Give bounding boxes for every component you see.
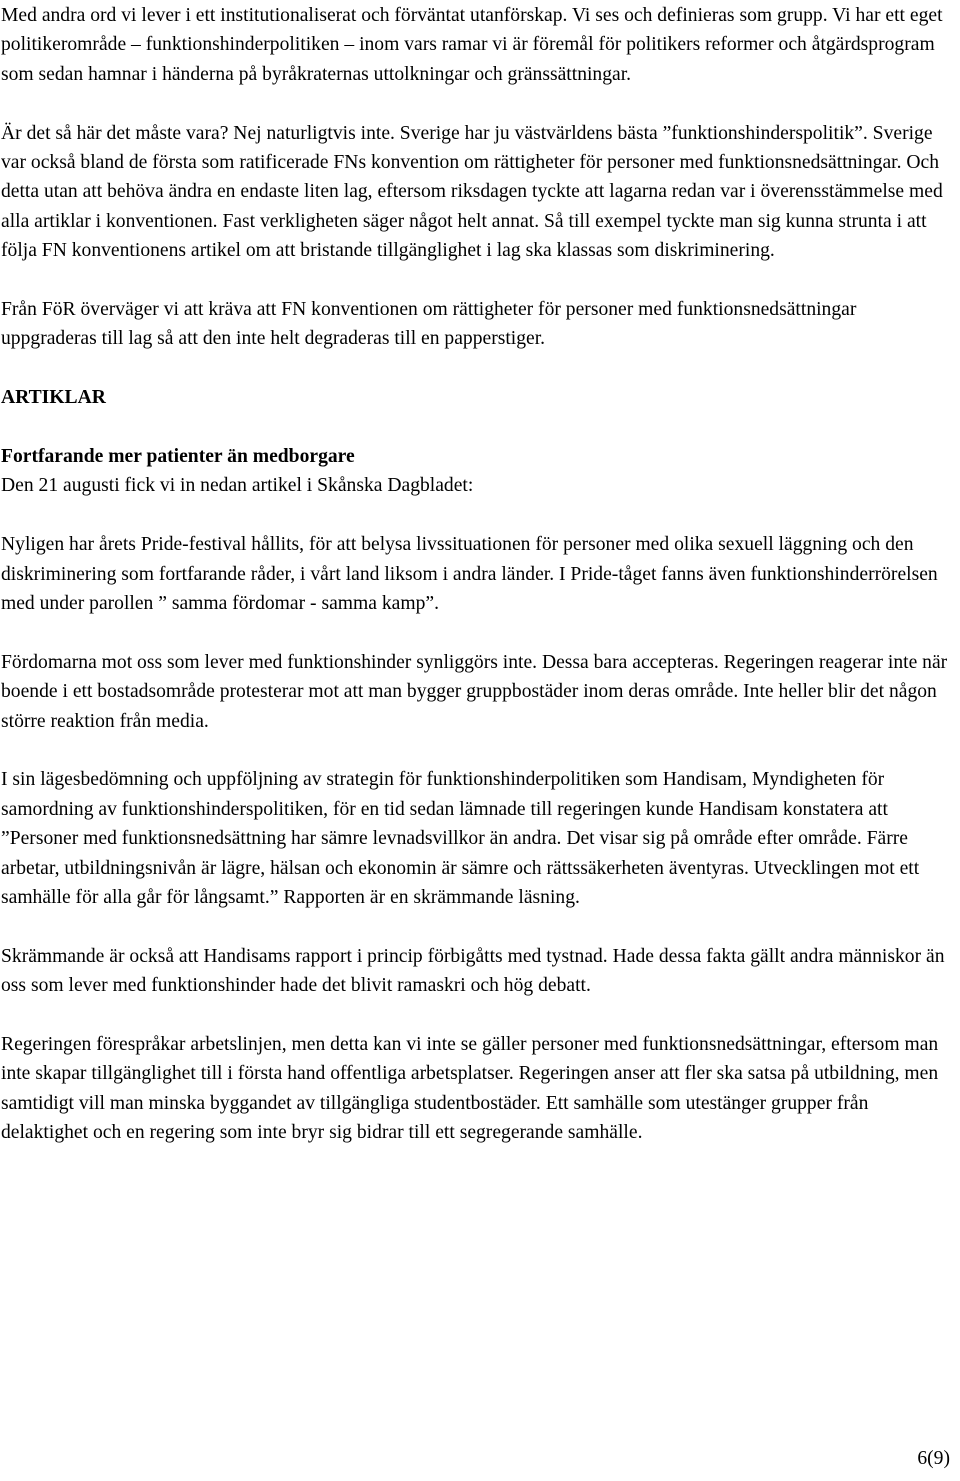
- paragraph-spacer: [1, 736, 957, 765]
- article-paragraph: Fördomarna mot oss som lever med funktionshinder synliggörs inte. Dessa bara accepteras. Regeringen reagerar inte när boende i ett bostadsområde protesterar mot att man bygger gruppbostäder inom deras område. Inte heller blir det någon större reaktion från media.: [1, 651, 948, 732]
- paragraph-spacer: [1, 501, 957, 530]
- body-paragraph: Från FöR överväger vi att kräva att FN konventionen om rättigheter för personer med funktionsnedsättningar uppgraderas till lag så att den inte helt degraderas till en papperstiger.: [1, 299, 857, 350]
- paragraph-spacer: [1, 618, 957, 647]
- paragraph-spacer: [1, 89, 957, 118]
- body-paragraph: Med andra ord vi lever i ett institutionaliserat och förväntat utanförskap. Vi ses och definieras som grupp. Vi har ett eget politikerområde – funktionshinderpolitiken – inom vars ramar vi är föremål för politikers reformer och åtgärdsprogram som sedan hamnar i händerna på byråkraternas uttolkningar och gränssättningar.: [1, 5, 943, 85]
- paragraph-spacer: [1, 1001, 957, 1030]
- article-paragraph: Nyligen har årets Pride-festival hållits, för att belysa livssituationen för personer med olika sexuell läggning och den diskriminering som fortfarande råder, i vårt land liksom i andra länder. I Pride-tåget fanns även funktionshinderrörelsen med under parollen ” samma fördomar - samma kamp”.: [1, 534, 938, 615]
- article-paragraph: I sin lägesbedömning och uppföljning av strategin för funktionshinderpolitiken som Handisam, Myndigheten för samordning av funktionshinderspolitiken, för en tid sedan lämnade till regeringen kunde Handisam konstatera att ”Personer med funktionsnedsättning har sämre levnadsvillkor än andra. Det visar sig på område efter område. Färre arbetar, utbildningsnivån är lägre, hälsan och ekonomin är sämre och rättssäkerheten äventyras. Utvecklingen mot ett samhälle för alla går för långsamt.” Rapporten är en skrämmande läsning.: [1, 769, 920, 909]
- article-paragraph: Regeringen förespråkar arbetslinjen, men detta kan vi inte se gäller personer med funktionsnedsättningar, eftersom man inte skapar tillgänglighet till i första hand offentliga arbetsplatser. Regeringen anser att fler ska satsa på utbildning, men samtidigt vill man minska byggandet av tillgängliga studentbostäder. Ett samhälle som utestänger grupper från delaktighet och en regering som inte bryr sig bidrar till ett segregerande samhälle.: [1, 1034, 939, 1144]
- section-heading: ARTIKLAR: [1, 387, 106, 409]
- article-title: Fortfarande mer patienter än medborgare: [1, 446, 355, 468]
- paragraph-spacer: [1, 266, 957, 295]
- body-paragraph: Är det så här det måste vara? Nej naturligtvis inte. Sverige har ju västvärldens bästa ”funktionshinderspolitik”. Sverige var också bland de första som ratificerade FNs konvention om rättigheter för personer med funktionsnedsättningar. Och detta utan att behöva ändra en endaste liten lag, eftersom riksdagen tyckte att lagarna redan var i överensstämmelse med alla artiklar i konventionen. Fast verkligheten säger något helt annat. Så till exempel tyckte man sig kunna strunta i att följa FN konventionens artikel om att bristande tillgänglighet i lag ska klassas som diskriminering.: [1, 122, 943, 262]
- article-paragraph: Skrämmande är också att Handisams rapport i princip förbigåtts med tystnad. Hade dessa fakta gällt andra människor än oss som lever med funktionshinder hade det blivit ramaskri och hög debatt.: [1, 945, 945, 997]
- page-number: 6(9): [917, 1448, 950, 1469]
- article-intro: Den 21 augusti fick vi in nedan artikel i Skånska Dagbladet:: [1, 475, 474, 497]
- paragraph-spacer: [1, 912, 957, 941]
- paragraph-spacer: [1, 413, 957, 442]
- paragraph-spacer: [1, 354, 957, 383]
- document-page: [1, 0, 957, 1148]
